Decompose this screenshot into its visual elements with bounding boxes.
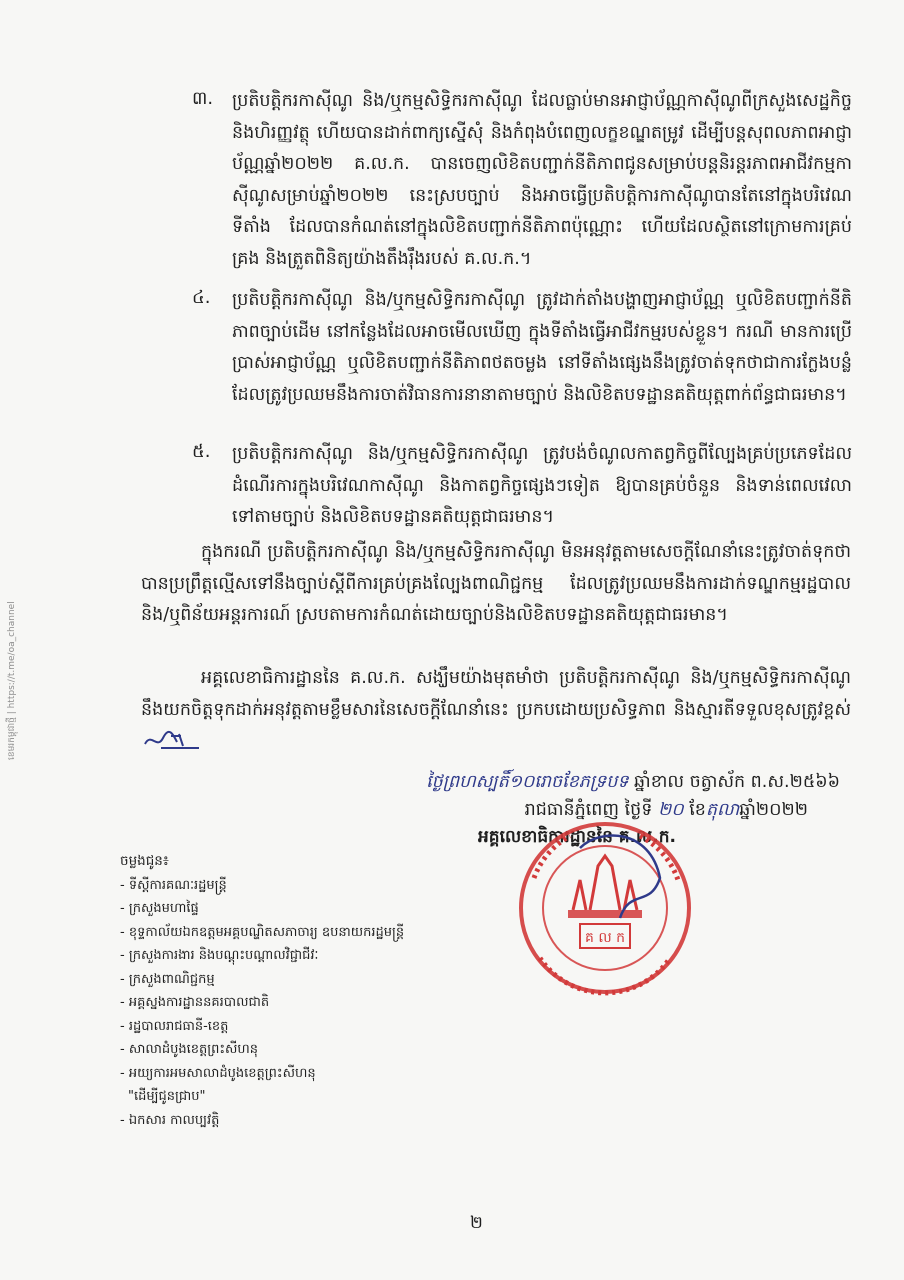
cc-item: - ខុទ្ទកាល័យឯកឧត្តមអគ្គបណ្ឌិតសភាចារ្យ ឧបនាយករដ្ឋមន្ត្រី: [120, 924, 405, 940]
date-year: ឆ្នាំ២០២២: [739, 800, 808, 820]
date-month: តុលា: [705, 800, 740, 820]
official-seal: [510, 818, 700, 998]
cc-item: - សាលាដំបូងខេត្តព្រះសីហនុ: [120, 1042, 259, 1057]
list-item-5: [192, 439, 852, 534]
cc-item: - ក្រសួងមហាផ្ទៃ: [120, 901, 199, 916]
paragraph-text: អគ្គលេខាធិការដ្ឋាននៃ គ.ល.ក. សង្ឃឹមយ៉ាងមុតមាំថា ប្រតិបត្តិករកាស៊ីណូ និង/ឬកម្មសិទ្ធិករកាស៊ីណូ នឹងយកចិត្តទុកដាក់អនុវត្តតាមខ្លឹមសារនៃសេចក្តីណែនាំនេះ ប្រកបដោយប្រសិទ្ធភាព និងស្មារតីទទួលខុសត្រូវខ្ពស់: [141, 668, 851, 720]
date-prefix: រាជធានីភ្នំពេញ ថ្ងៃទី: [524, 800, 653, 820]
lunar-year: ឆ្នាំខាល ចត្វាស័ក ព.ស.២៥៦៦: [634, 772, 840, 792]
item-text: ប្រតិបត្តិករកាស៊ីណូ និង/ឬកម្មសិទ្ធិករកាស៊ីណូ ត្រូវដាក់តាំងបង្ហាញអាជ្ញាប័ណ្ណ ឬលិខិតបញ្ជាក់នីតិភាពច្បាប់ដើម នៅកន្លែងដែលអាចមើលឃើញ ក្នុងទីតាំងធ្វើអាជីវកម្មរបស់ខ្លួន។ ករណី មានការប្រើប្រាស់អាជ្ញាប័ណ្ណ ឬលិខិតបញ្ជាក់នីតិភាពថតចម្លង នៅទីតាំងផ្សេងនឹងត្រូវចាត់ទុកថាជាការក្លែងបន្លំ ដែលត្រូវប្រឈមនឹងការចាត់វិធានការនានាតាមច្បាប់ និងលិខិតបទដ្ឋានគតិយុត្តពាក់ព័ន្ធជាធរមាន។: [232, 290, 852, 405]
paragraph-closing: [141, 663, 851, 758]
date-month-label: ខែ: [689, 800, 706, 820]
item-text: ប្រតិបត្តិករកាស៊ីណូ និង/ឬកម្មសិទ្ធិករកាស៊ីណូ ត្រូវបង់ចំណូលកាតព្វកិច្ចពីល្បែងគ្រប់ប្រភេទដែលដំណើរការក្នុងបរិវេណកាស៊ីណូ និងកាតព្វកិច្ចផ្សេងៗទៀត ឱ្យបានគ្រប់ចំនួន និងទាន់ពេលវេលា ទៅតាមច្បាប់ និងលិខិតបទដ្ឋានគតិយុត្តជាធរមាន។: [232, 444, 852, 527]
item-number: ៣.: [192, 88, 214, 109]
cc-item: - ឯកសារ កាលប្បវត្តិ: [120, 1112, 220, 1128]
item-text: ប្រតិបត្តិករកាស៊ីណូ និង/ឬកម្មសិទ្ធិករកាស៊ីណូ ដែលធ្លាប់មានអាជ្ញាប័ណ្ណកាស៊ីណូពីក្រសួងសេដ្ឋកិច្ចនិងហិរញ្ញវត្ថុ ហើយបានដាក់ពាក្យស្នើសុំ និងកំពុងបំពេញលក្ខខណ្ឌតម្រូវ ដើម្បីបន្តសុពលភាពអាជ្ញាប័ណ្ណឆ្នាំ២០២២ គ.ល.ក. បានចេញលិខិតបញ្ជាក់នីតិភាពជូនសម្រាប់បន្តនិរន្តរភាពអាជីវកម្មកាស៊ីណូសម្រាប់ឆ្នាំ២០២២ នេះស្របច្បាប់ និងអាចធ្វើប្រតិបត្តិការកាស៊ីណូបានតែនៅក្នុងបរិវេណទីតាំង ដែលបានកំណត់នៅក្នុងលិខិតបញ្ជាក់នីតិភាពប៉ុណ្ណោះ ហើយដែលស្ថិតនៅក្រោមការគ្រប់គ្រង និងត្រួតពិនិត្យយ៉ាងតឹងរ៉ឹងរបស់ គ.ល.ក.។: [232, 91, 852, 269]
lunar-date: [426, 770, 840, 796]
item-number: ៥.: [192, 441, 211, 462]
page-number: ២: [470, 1213, 483, 1233]
paragraph-text: ក្នុងករណី ប្រតិបត្តិករកាស៊ីណូ និង/ឬកម្មសិទ្ធិករកាស៊ីណូ មិនអនុវត្តតាមសេចក្តីណែនាំនេះត្រូវចាត់ទុកថាបានប្រព្រឹត្តល្មើសទៅនឹងច្បាប់ស្តីពីការគ្រប់គ្រងល្បែងពាណិជ្ជកម្ម ដែលត្រូវប្រឈមនឹងការដាក់ទណ្ឌកម្មរដ្ឋបាល និង/ឬពិន័យអន្តរការណ៍ ស្របតាមការកំណត់ដោយច្បាប់និងលិខិតបទដ្ឋានគតិយុត្តជាធរមាន។: [141, 542, 851, 625]
cc-title: ចម្លងជូន៖: [120, 853, 169, 869]
cc-item: - អគ្គស្នងការដ្ឋាននគរបាលជាតិ: [120, 995, 270, 1010]
carbon-copy-list: [120, 850, 404, 1132]
cc-note: "ដើម្បីជូនជ្រាប": [128, 1089, 206, 1104]
cc-item: - ក្រសួងពាណិជ្ជកម្ម: [120, 971, 215, 987]
cc-item: - រដ្ឋបាលរាជធានី-ខេត្ត: [120, 1018, 229, 1034]
paragraph-penalty: [141, 537, 851, 632]
seal-label: គ ល ក: [584, 930, 626, 946]
date-day: ២០: [657, 800, 684, 820]
list-item-3: [192, 86, 852, 275]
cc-item: - ក្រសួងការងារ និងបណ្តុះបណ្តាលវិជ្ជាជីវៈ: [120, 948, 319, 963]
item-number: ៤.: [192, 287, 211, 308]
cc-item: - អយ្យការអមសាលាដំបូងខេត្តព្រះសីហនុ: [120, 1065, 316, 1081]
issuing-authority: អគ្គលេខាធិការដ្ឋាននៃ គ.ល.ក.: [478, 827, 676, 847]
list-item-4: [192, 285, 852, 411]
handwritten-lunar-date: ថ្ងៃព្រហស្បតិ៍១០រោចខែភទ្របទ: [426, 772, 629, 792]
initials-signature: [141, 730, 201, 752]
side-watermark: ខេមរកម្ពុជាថ្មី | https://t.me/oa_channel: [7, 601, 17, 760]
cc-item: - ទីស្តីការគណៈរដ្ឋមន្ត្រី: [120, 877, 227, 893]
